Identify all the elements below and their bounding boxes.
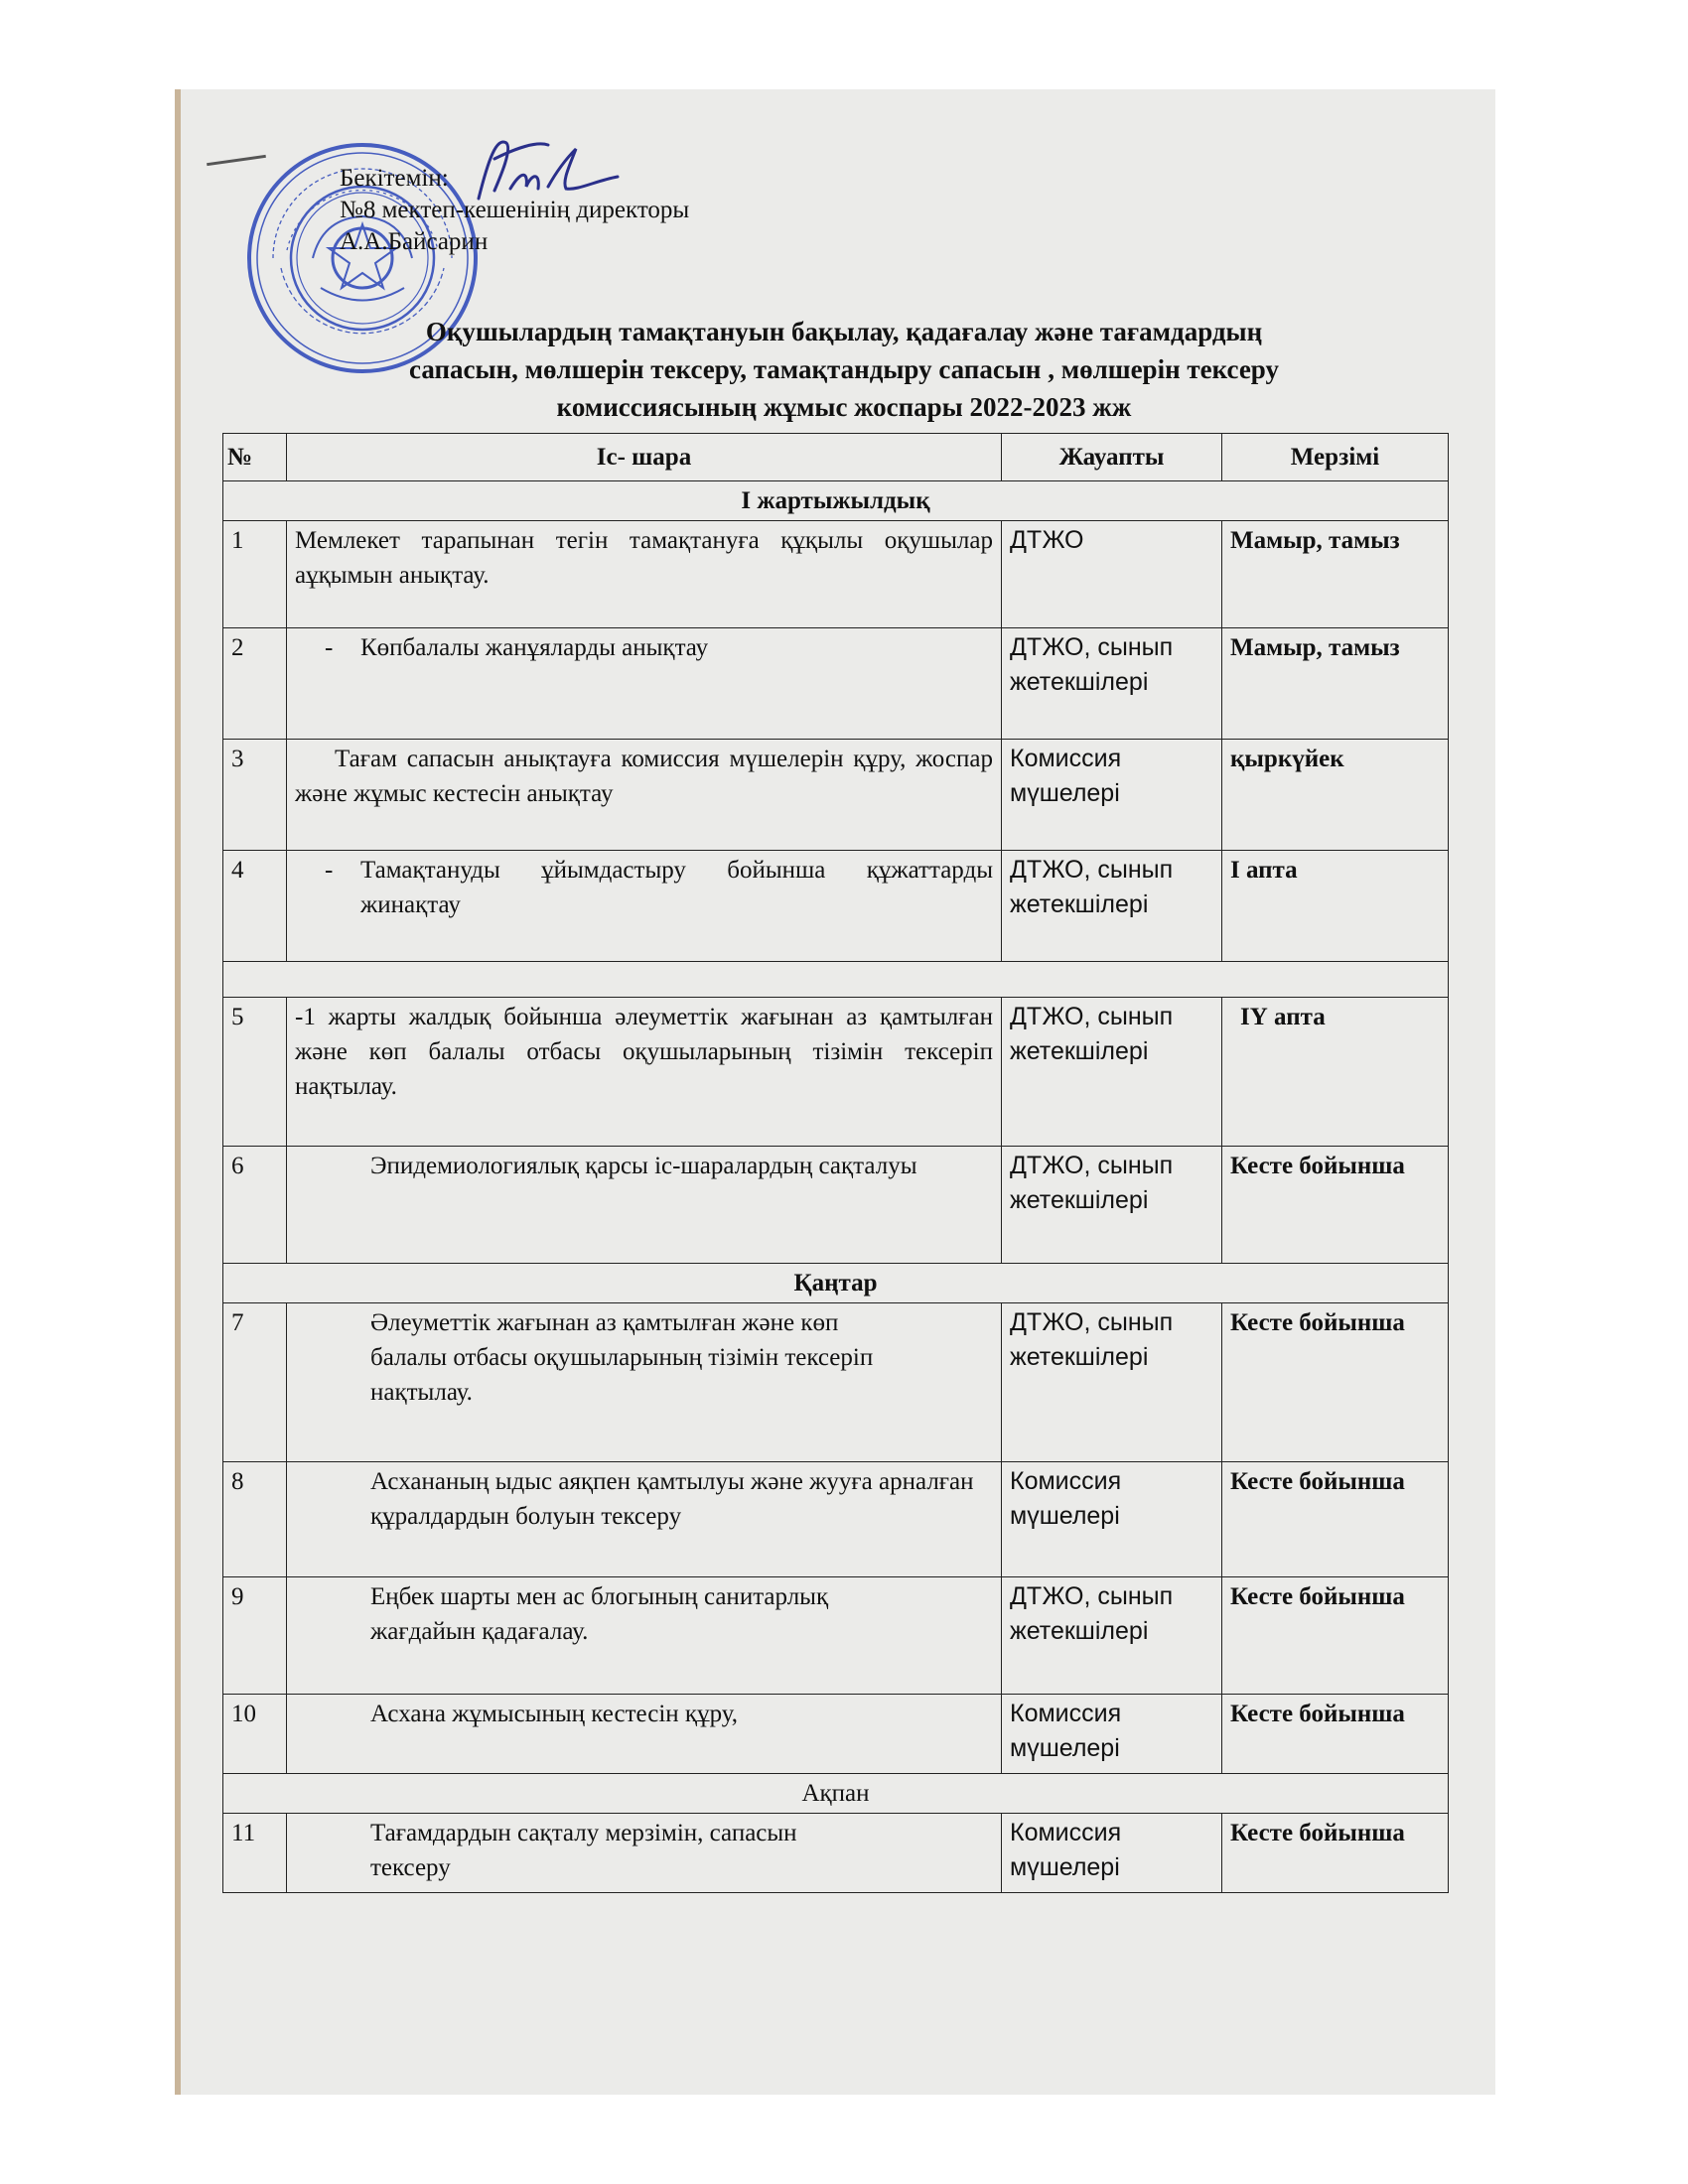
approval-block	[340, 163, 689, 258]
row-deadline: қыркүйек	[1222, 740, 1449, 851]
table-row	[223, 1577, 1449, 1695]
row-event: Еңбек шарты мен ас блогының санитарлық жағдайын қадағалау.	[287, 1577, 1002, 1695]
row-responsible: ДТЖО, сынып жетекшілері	[1002, 851, 1222, 962]
row-number: 8	[223, 1462, 287, 1577]
row-number: 5	[223, 998, 287, 1147]
approval-line-1: Бекітемін:	[340, 165, 449, 192]
row-event: Асхана жұмысының кестесін құру,	[287, 1695, 1002, 1774]
row-event: Тағам сапасын анықтауға комиссия мүшелерін құру, жоспар және жұмыс кестесін анықтау	[287, 740, 1002, 851]
document-title-line-1: Оқушылардың тамақтануын бақылау, қадағалау және тағамдардың	[425, 317, 1263, 346]
row-event: Тағамдардын сақталу мерзімін, сапасын тексеру	[287, 1814, 1002, 1893]
section-half-year: І жартыжылдық	[223, 481, 1449, 521]
row-responsible: ДТЖО, сынып жетекшілері	[1002, 628, 1222, 740]
row-number: 7	[223, 1303, 287, 1462]
document-title-line-3: комиссиясының жұмыс жоспары 2022-2023 жж	[556, 392, 1132, 422]
dash-list-item	[295, 630, 993, 665]
row-event: Мемлекет тарапынан тегін тамақтануға құқылы оқушылар аұқымын анықтау.	[287, 521, 1002, 628]
header-responsible: Жауапты	[1002, 434, 1222, 481]
dash-list-item	[295, 853, 993, 922]
header-event: Іс- шара	[287, 434, 1002, 481]
row-deadline: Кесте бойынша	[1222, 1814, 1449, 1893]
row-deadline: Кесте бойынша	[1222, 1303, 1449, 1462]
list-dash: -	[325, 857, 334, 884]
row-deadline: Кесте бойынша	[1222, 1577, 1449, 1695]
table-row	[223, 1695, 1449, 1774]
document-title-line-2: сапасын, мөлшерін тексеру, тамақтандыру сапасын , мөлшерін тексеру	[409, 354, 1279, 384]
row-deadline: Кесте бойынша	[1222, 1695, 1449, 1774]
row-event: Әлеуметтік жағынан аз қамтылған және көп балалы отбасы оқушыларының тізімін тексеріп нақтылау.	[287, 1303, 1002, 1462]
table-row	[223, 521, 1449, 628]
header-deadline: Мерзімі	[1222, 434, 1449, 481]
row-responsible: ДТЖО, сынып жетекшілері	[1002, 1303, 1222, 1462]
row-responsible: ДТЖО, сынып жетекшілері	[1002, 1147, 1222, 1264]
row-deadline: І апта	[1222, 851, 1449, 962]
table-header-row	[223, 434, 1449, 481]
table-row	[223, 1147, 1449, 1264]
row-event: Тамақтануды ұйымдастыру бойынша құжаттарды жинақтау	[360, 857, 993, 918]
section-february: Ақпан	[223, 1774, 1449, 1814]
row-deadline: Кесте бойынша	[1222, 1462, 1449, 1577]
row-event-cell	[287, 851, 1002, 962]
table-row	[223, 1814, 1449, 1893]
section-january: Қаңтар	[223, 1264, 1449, 1303]
table-row	[223, 998, 1449, 1147]
list-dash: -	[325, 634, 334, 661]
row-deadline: Мамыр, тамыз	[1222, 521, 1449, 628]
table-row	[223, 851, 1449, 962]
row-responsible: ДТЖО, сынып жетекшілері	[1002, 1577, 1222, 1695]
header-number: №	[223, 434, 287, 481]
row-responsible: ДТЖО, сынып жетекшілері	[1002, 998, 1222, 1147]
row-responsible: Комиссия мүшелері	[1002, 1695, 1222, 1774]
row-event-cell	[287, 628, 1002, 740]
row-number: 10	[223, 1695, 287, 1774]
approval-line-2: №8 мектеп-кешенінің директоры	[340, 197, 690, 223]
row-event: Асхананың ыдыс аяқпен қамтылуы және жууға арналған құралдардын болуын тексеру	[287, 1462, 1002, 1577]
empty-cell	[223, 962, 1449, 998]
empty-row	[223, 962, 1449, 998]
work-plan-table	[222, 433, 1449, 1893]
paper-edge	[175, 89, 181, 2095]
row-number: 3	[223, 740, 287, 851]
row-number: 9	[223, 1577, 287, 1695]
row-number: 11	[223, 1814, 287, 1893]
section-row	[223, 1264, 1449, 1303]
table-row	[223, 1462, 1449, 1577]
row-deadline: ІҮ апта	[1222, 998, 1449, 1147]
table-row	[223, 740, 1449, 851]
row-responsible: Комиссия мүшелері	[1002, 1462, 1222, 1577]
table-row	[223, 1303, 1449, 1462]
row-number: 1	[223, 521, 287, 628]
approval-line-3: А.А.Байсарин	[340, 228, 489, 255]
row-responsible: ДТЖО	[1002, 521, 1222, 628]
section-row	[223, 481, 1449, 521]
row-number: 4	[223, 851, 287, 962]
table-row	[223, 628, 1449, 740]
row-responsible: Комиссия мүшелері	[1002, 740, 1222, 851]
row-deadline: Мамыр, тамыз	[1222, 628, 1449, 740]
row-number: 6	[223, 1147, 287, 1264]
row-event: Көпбалалы жанұяларды анықтау	[360, 634, 709, 661]
row-event: -1 жарты жалдық бойынша әлеуметтік жағынан аз қамтылған және көп балалы отбасы оқушыларының тізімін тексеріп нақтылау.	[287, 998, 1002, 1147]
section-row	[223, 1774, 1449, 1814]
row-event: Эпидемиологиялық қарсы іс-шаралардың сақталуы	[287, 1147, 1002, 1264]
row-responsible: Комиссия мүшелері	[1002, 1814, 1222, 1893]
row-deadline: Кесте бойынша	[1222, 1147, 1449, 1264]
row-number: 2	[223, 628, 287, 740]
